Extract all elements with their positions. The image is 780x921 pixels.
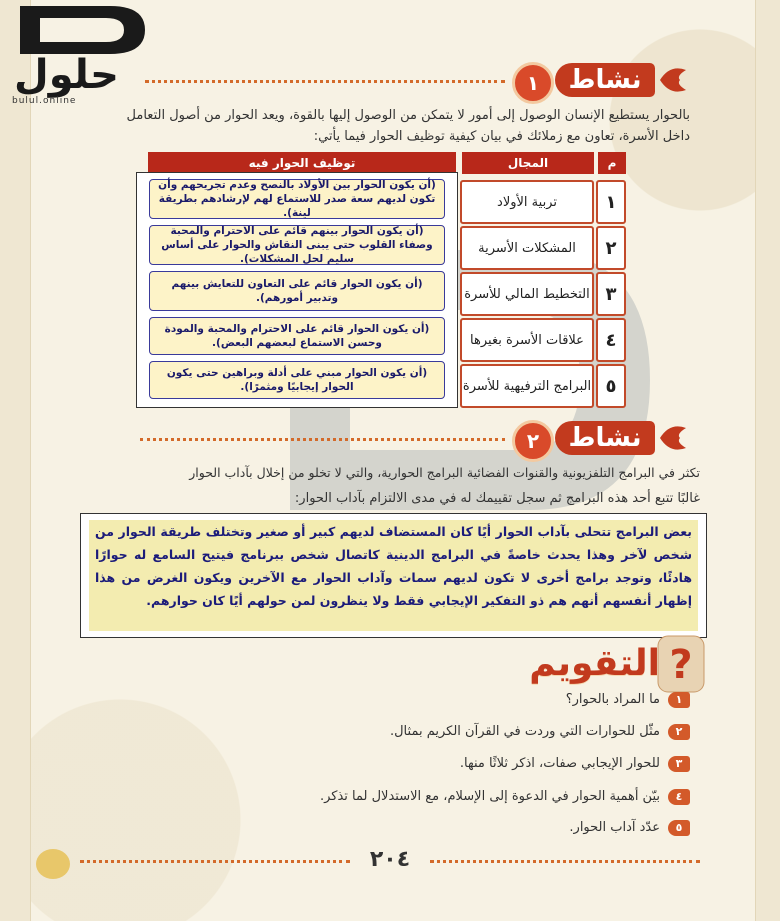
table-row-field: علاقات الأسرة بغيرها: [460, 318, 594, 362]
question-text: ما المراد بالحوار؟: [565, 692, 660, 707]
logo-d-icon: [0, 0, 150, 60]
question-number: ٢: [668, 724, 690, 740]
activity1-dotted-line: [145, 80, 505, 83]
question-number: ١: [668, 692, 690, 708]
evaluation-question: [566, 690, 690, 710]
table-header-use: توظيف الحوار فيه: [148, 152, 456, 174]
activity1-ornament-icon: [656, 62, 696, 98]
left-margin-border: [0, 0, 31, 921]
activity2-ornament-icon: [656, 420, 696, 456]
activity1-number: ١: [512, 62, 554, 104]
question-number: ٤: [668, 789, 690, 805]
activity1-title: نشاط: [555, 63, 655, 97]
svg-text:?: ?: [669, 642, 693, 688]
table-row-field: التخطيط المالي للأسرة: [460, 272, 594, 316]
table-row-field: البرامج الترفيهية للأسرة: [460, 364, 594, 408]
question-text: للحوار الإيجابي صفات، اذكر ثلاثًا منها.: [459, 756, 660, 771]
table-row-field: المشكلات الأسرية: [460, 226, 594, 270]
table-row-num: ٢: [596, 226, 626, 270]
evaluation-question: [460, 754, 690, 774]
table-answers-panel: [136, 172, 458, 408]
table-row-num: ٥: [596, 364, 626, 408]
question-mark-icon: [654, 632, 708, 696]
question-text: بيّن أهمية الحوار في الدعوة إلى الإسلام، مع الاستدلال لما تذكر.: [319, 789, 660, 804]
evaluation-title: التقويم: [529, 643, 660, 684]
table-row-answer: (أن يكون الحوار مبني على أدلة وبراهين حتى يكون الحوار إيجابيًا ومثمرًا).: [149, 361, 445, 399]
table-row-field: تربية الأولاد: [460, 180, 594, 224]
activity2-line1: تكثر في البرامج التلفزيونية والقنوات الفضائية البرامج الحوارية، والتي لا تخلو من إخلال بآداب الحوار: [189, 465, 700, 480]
site-logo: [0, 0, 150, 110]
question-number: ٣: [668, 756, 690, 772]
table-row-num: ١: [596, 180, 626, 224]
activity2-title: نشاط: [555, 421, 655, 455]
activity2-answer-panel: [80, 513, 707, 638]
table-row-answer: (أن يكون الحوار قائم على الاحترام والمحبة والمودة وحسن الاستماع لبعضهم البعض).: [149, 317, 445, 355]
corner-ornament-icon: [36, 849, 70, 879]
right-margin-border: [755, 0, 780, 921]
question-text: عدّد آداب الحوار.: [569, 820, 660, 835]
table-row-answer: (أن يكون الحوار بين الأولاد بالنصح وعدم تجريحهم وأن تكون لديهم سعة صدر للاستماع لهم لإرشادهم بطريقة لينة).: [149, 179, 445, 219]
evaluation-question: [320, 787, 690, 807]
question-text: مثّل للحوارات التي وردت في القرآن الكريم بمثال.: [389, 724, 660, 739]
question-number: ٥: [668, 820, 690, 836]
footer-dotted-line-left: [80, 860, 350, 863]
activity2-number: ٢: [512, 420, 554, 462]
activity2-answer: بعض البرامج تتحلى بآداب الحوار أيًا كان المستضاف لديهم كبير أو صغير وتختلف طريقة الحوار من شخص لآخر وهذا يحدث خاصةً في البرامج الدينية كاتصال شخص ببرنامج فيتيح السامع له حوارًا هادئًا، وتوجد برامج أخرى لا تكون لديهم سمات وآداب الحوار مع الآخرين ويكون الغرض من هذا إظهار أنفسهم أنهم هم ذو التفكير الإيجابي فقط ولا ينظرون لمن حولهم أيًا كان حوارهم.: [89, 520, 698, 631]
footer-dotted-line-right: [430, 860, 700, 863]
evaluation-question: [390, 722, 690, 742]
table-row-num: ٣: [596, 272, 626, 316]
page-number: ٢٠٤: [369, 847, 411, 872]
table-row-answer: (أن يكون الحوار قائم على التعاون للتعايش بينهم وتدبير أمورهم).: [149, 271, 445, 311]
activity2-dotted-line: [140, 438, 505, 441]
table-row-answer: (أن يكون الحوار بينهم قائم على الاحترام والمحبة وصفاء القلوب حتى يبنى النقاش والحوار على أساس سليم لحل المشكلات).: [149, 225, 445, 265]
table-header-field: المجال: [462, 152, 594, 174]
evaluation-question: [569, 818, 690, 838]
logo-subtitle: bulul.online: [12, 96, 77, 106]
table-header-num: م: [598, 152, 626, 174]
activity2-line2: غالبًا تتبع أحد هذه البرامج ثم سجل تقييمك له في مدى الالتزام بآداب الحوار:: [294, 491, 700, 506]
activity1-intro: بالحوار يستطيع الإنسان الوصول إلى أمور لا يتمكن من الوصول إليها بالقوة، ويعد الحوار من أصول التعامل داخل الأسرة، تعاون مع زملائك في بيان كيفية توظيف الحوار فيما يأتي:: [126, 108, 690, 144]
table-row-num: ٤: [596, 318, 626, 362]
logo-text: حلول: [14, 52, 119, 98]
